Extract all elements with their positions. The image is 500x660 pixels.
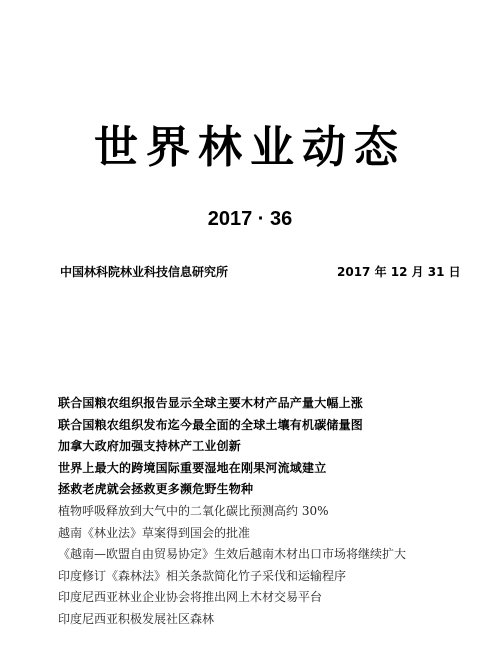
headline-item: 植物呼吸释放到大气中的二氧化碳比预测高约 30% <box>58 503 329 518</box>
headline-item: 印度修订《森林法》相关条款简化竹子采伐和运输程序 <box>58 568 347 583</box>
headline-item: 联合国粮农组织报告显示全球主要木材产品产量大幅上涨 <box>58 396 364 410</box>
headline-item: 印度尼西亚积极发展社区森林 <box>58 611 215 626</box>
publisher: 中国林科院林业科技信息研究所 <box>60 265 229 279</box>
table-of-contents <box>58 393 406 631</box>
headline-item: 加拿大政府加强支持林产工业创新 <box>58 439 242 454</box>
headline-item: 越南《林业法》草案得到国会的批准 <box>58 525 251 540</box>
headline-item: 拯救老虎就会拯救更多濒危野生物种 <box>58 482 254 497</box>
headline-item: 世界上最大的跨境国际重要湿地在刚果河流域建立 <box>58 460 327 475</box>
issue-number: 2017 · 36 <box>207 208 293 230</box>
headline-item: 《越南—欧盟自由贸易协定》生效后越南木材出口市场将继续扩大 <box>58 547 407 562</box>
publication-title: 世界林业动态 <box>94 122 406 173</box>
headline-item: 印度尼西亚林业企业协会将推出网上木材交易平台 <box>58 590 323 605</box>
publication-date: 2017 年 12 月 31 日 <box>337 265 461 279</box>
headline-item: 联合国粮农组织发布迄今最全面的全球土壤有机碳储量图 <box>58 417 364 432</box>
